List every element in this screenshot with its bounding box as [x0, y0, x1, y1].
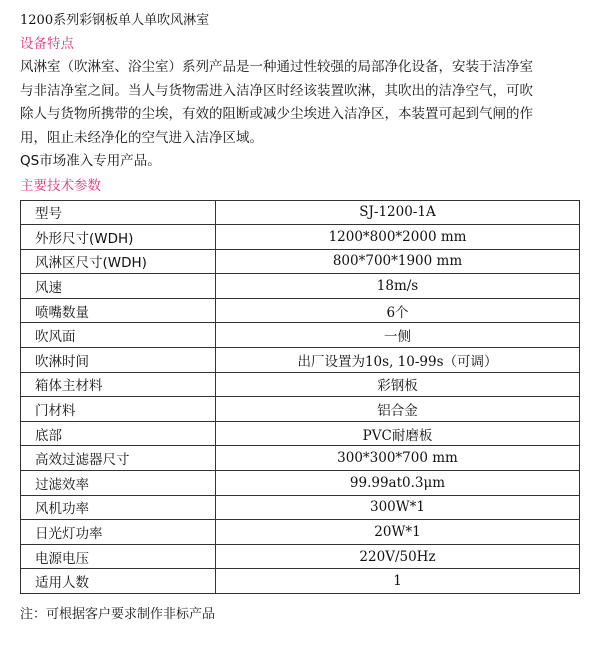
- table-row: [21, 298, 580, 323]
- spec-value: 彩钢板: [216, 372, 580, 397]
- specs-table: [20, 200, 580, 595]
- spec-key: 风速: [21, 274, 216, 299]
- spec-value: 铝合金: [216, 397, 580, 422]
- spec-key: 高效过滤器尺寸: [21, 446, 216, 471]
- spec-key: 风机功率: [21, 495, 216, 520]
- features-line: 用，阻止未经净化的空气进入洁净区域。: [20, 129, 263, 146]
- features-line: 除人与货物所携带的尘埃，有效的阻断或减少尘埃进入洁净区，本装置可起到气闸的作: [20, 106, 533, 122]
- custom-order-note: 注：可根据客户要求制作非标产品: [20, 607, 216, 622]
- spec-key: 门材料: [21, 397, 216, 422]
- spec-key: 电源电压: [21, 544, 216, 569]
- table-row: [21, 348, 580, 373]
- spec-key: 型号: [21, 200, 216, 225]
- table-row: [21, 446, 580, 471]
- features-line: QS市场准入专用产品。: [20, 153, 161, 169]
- spec-value: PVC耐磨板: [216, 421, 580, 446]
- spec-value: 出厂设置为10s, 10-99s（可调）: [216, 348, 580, 373]
- table-row: [21, 421, 580, 446]
- table-row: [21, 274, 580, 299]
- table-row: [21, 520, 580, 545]
- spec-key: 吹风面: [21, 323, 216, 348]
- spec-value: 99.99at0.3μm: [216, 471, 580, 496]
- spec-value: 220V/50Hz: [216, 544, 580, 569]
- spec-value: 18m/s: [216, 274, 580, 299]
- table-row: [21, 249, 580, 274]
- table-row: [21, 569, 580, 594]
- spec-key: 适用人数: [21, 569, 216, 594]
- page-title: 1200系列彩钢板单人单吹风淋室: [20, 13, 210, 28]
- table-row: [21, 495, 580, 520]
- spec-value: 6个: [216, 298, 580, 323]
- spec-key: 日光灯功率: [21, 520, 216, 545]
- spec-key: 喷嘴数量: [21, 298, 216, 323]
- spec-value: 300W*1: [216, 495, 580, 520]
- spec-key: 过滤效率: [21, 471, 216, 496]
- spec-key: 吹淋时间: [21, 348, 216, 373]
- spec-value: 300*300*700 mm: [216, 446, 580, 471]
- spec-value: SJ-1200-1A: [216, 200, 580, 225]
- spec-value: 800*700*1900 mm: [216, 249, 580, 274]
- features-line: 与非洁净室之间。当人与货物需进入洁净区时经该装置吹淋，其吹出的洁净空气，可吹: [20, 82, 533, 99]
- spec-key: 箱体主材料: [21, 372, 216, 397]
- spec-key: 外形尺寸(WDH): [21, 225, 216, 250]
- table-row: [21, 200, 580, 225]
- table-row: [21, 225, 580, 250]
- spec-value: 1: [216, 569, 580, 594]
- spec-key: 风淋区尺寸(WDH): [21, 249, 216, 274]
- table-row: [21, 372, 580, 397]
- table-row: [21, 544, 580, 569]
- spec-value: 一侧: [216, 323, 580, 348]
- spec-key: 底部: [21, 421, 216, 446]
- table-row: [21, 397, 580, 422]
- table-row: [21, 471, 580, 496]
- features-description: [20, 56, 580, 174]
- features-heading: 设备特点: [20, 36, 74, 52]
- table-row: [21, 323, 580, 348]
- specs-heading: 主要技术参数: [20, 177, 101, 194]
- spec-value: 20W*1: [216, 520, 580, 545]
- spec-value: 1200*800*2000 mm: [216, 225, 580, 250]
- features-line: 风淋室（吹淋室、浴尘室）系列产品是一种通过性较强的局部净化设备，安装于洁净室: [20, 59, 533, 75]
- product-page: [20, 10, 580, 626]
